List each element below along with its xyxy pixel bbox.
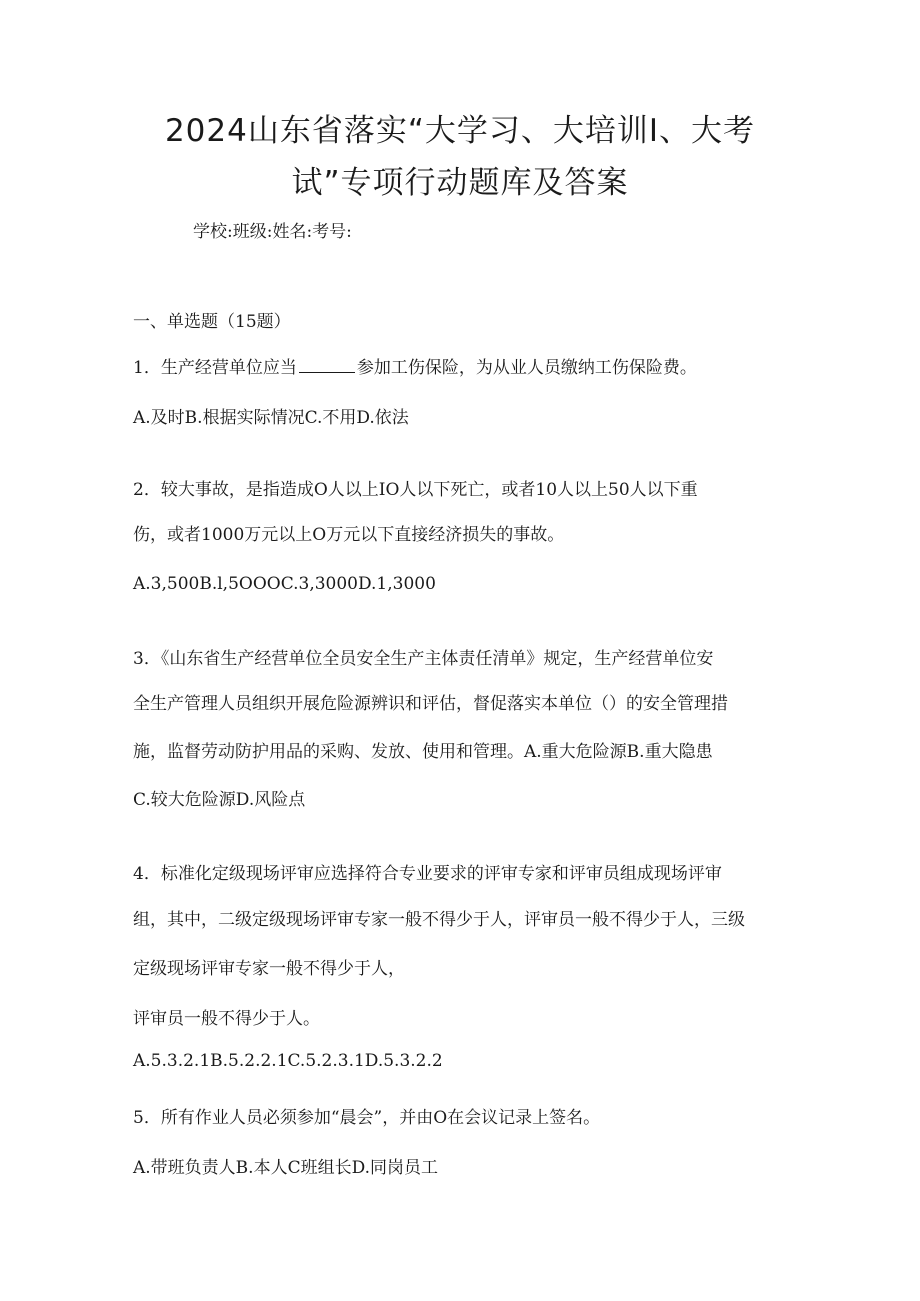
question-1-text-before: 1．生产经营单位应当	[133, 358, 297, 378]
question-4-line-4: 评审员一般不得少于人。	[133, 1009, 320, 1029]
question-5-options: A.带班负责人B.本人C班组长D.同岗员工	[133, 1158, 439, 1178]
question-3-line-3: 施，监督劳动防护用品的采购、发放、使用和管理。A.重大危险源B.重大隐患	[133, 742, 713, 762]
question-5-line-1: 5．所有作业人员必须参加“晨会”，并由O在会议记录上签名。	[133, 1108, 601, 1128]
question-3-line-1: 3．《山东省生产经营单位全员安全生产主体责任清单》规定，生产经营单位安	[133, 649, 714, 669]
question-1-stem	[133, 354, 697, 382]
question-2-line-2: 伤，或者1000万元以上O万元以下直接经济损失的事故。	[133, 525, 565, 545]
question-2-line-1: 2．较大事故，是指造成O人以上IO人以下死亡，或者10人以上50人以下重	[133, 480, 698, 500]
question-4-line-1: 4．标准化定级现场评审应选择符合专业要求的评审专家和评审员组成现场评审	[133, 864, 722, 884]
document-title-line-1: 2024山东省落实“大学习、大培训I、大考	[164, 113, 756, 149]
question-4-options: A.5.3.2.1B.5.2.2.1C.5.2.3.1D.5.3.2.2	[133, 1051, 443, 1071]
question-3-line-4: C.较大危险源D.风险点	[133, 790, 306, 810]
question-3-line-2: 全生产管理人员组织开展危险源辨识和评估，督促落实本单位（）的安全管理措	[133, 694, 728, 714]
question-1-options: A.及时B.根据实际情况C.不用D.依法	[133, 408, 409, 428]
question-4-line-2: 组，其中，二级定级现场评审专家一般不得少于人，评审员一般不得少于人，三级	[133, 910, 745, 930]
question-2-options: A.3,500B.l,5OOOC.3,3000D.1,3000	[133, 574, 436, 594]
question-1-text-after: 参加工伤保险，为从业人员缴纳工伤保险费。	[356, 358, 697, 378]
answer-blank	[299, 354, 355, 373]
student-info-line: 学校:班级:姓名:考号:	[193, 222, 352, 242]
section-heading: 一、单选题（15题）	[133, 312, 291, 332]
document-title-line-2: 试”专项行动题库及答案	[291, 165, 629, 201]
question-4-line-3: 定级现场评审专家一般不得少于人，	[133, 959, 405, 979]
